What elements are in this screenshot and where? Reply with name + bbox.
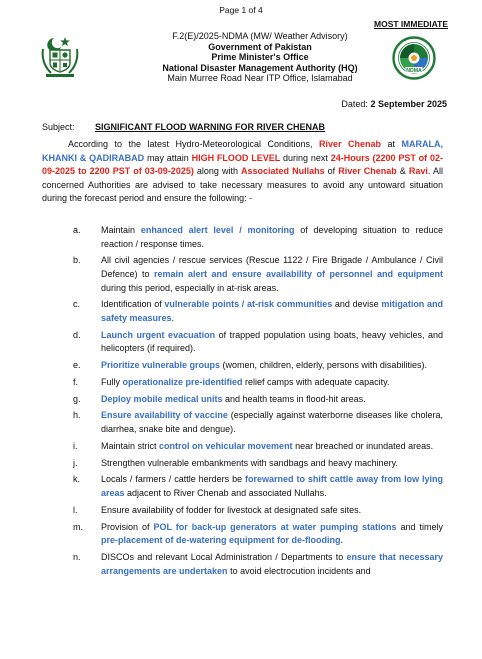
list-item-highlight: operationalize pre-identified [122, 376, 243, 387]
list-item [42, 376, 443, 390]
list-item-highlight: control on vehicular movement [159, 440, 293, 451]
list-item [42, 329, 443, 356]
list-item-text: adjacent to River Chenab and associated Nullahs. [124, 487, 327, 498]
list-item-highlight: forewarned to shift cattle away from low lying areas [101, 474, 443, 498]
list-item-highlight: vulnerable points / at-risk communities [164, 299, 333, 310]
list-item-text: relief camps with adequate capacity. [242, 376, 390, 387]
list-item-text: Maintain [101, 225, 141, 235]
list-item [42, 254, 443, 295]
ndma-logo-text: NDMA [406, 68, 422, 74]
intro-text: . All concerned Authorities are advised to take necessary measures to avoid any untoward situation during the forecast period and ensure the following: - [42, 166, 443, 203]
subject-text: SIGNIFICANT FLOOD WARNING FOR RIVER CHENAB [95, 122, 325, 132]
list-item-text: All civil agencies / rescue services (Rescue 1122 / Fire Brigade / Ambulance / Civil Defence) to [101, 255, 443, 279]
list-item-letter: g. [73, 393, 81, 404]
list-item-highlight: ensure that necessary arrangements are undertaken [101, 551, 443, 576]
date-line [341, 99, 447, 109]
list-item-letter: h. [73, 410, 81, 421]
intro-text: during next [280, 152, 331, 163]
intro-text: may attain [144, 152, 192, 163]
intro-text: along with [193, 166, 242, 176]
list-item-text: (especially against waterborne diseases like cholera, diarrhea, snake bite and dengue). [101, 410, 443, 435]
list-item-highlight: Deploy mobile medical units [101, 393, 223, 404]
list-item-letter: m. [73, 521, 83, 532]
highlight-locations: MARALA, KHANKI & QADIRABAD [42, 139, 443, 163]
highlight-river: River Chenab [319, 139, 381, 149]
list-item-text: Fully [101, 376, 123, 387]
list-item-letter: l. [73, 504, 78, 515]
list-item-letter: f. [73, 376, 79, 387]
authority-address: Main Murree Road Near ITP Office, Islamabad [167, 73, 353, 84]
instruction-list [42, 224, 443, 581]
list-item-text: Strengthen vulnerable embankments with sandbags and heavy machinery. [101, 457, 399, 468]
subject-label: Subject: [42, 122, 75, 132]
list-item-text: DISCOs and relevant Local Administration / Departments to [101, 551, 347, 562]
list-item-highlight: Ensure availability of vaccine [101, 410, 228, 421]
dated-label: Dated: [341, 99, 368, 109]
list-item-letter: b. [73, 255, 81, 266]
list-item [42, 521, 443, 548]
list-item [42, 409, 443, 436]
intro-text: According to the latest Hydro-Meteorological Conditions, [68, 139, 319, 149]
priority-label: MOST IMMEDIATE [374, 19, 448, 29]
list-item-highlight: POL for back-up generators at water pumping stations [153, 521, 397, 532]
letterhead [100, 31, 420, 84]
list-item-highlight: mitigation and safety measures [101, 299, 443, 323]
list-item-highlight: enhanced alert level / monitoring [140, 225, 295, 235]
list-item-text: and health teams in flood-hit areas. [222, 393, 366, 404]
list-item-letter: d. [73, 329, 81, 340]
office-title: Prime Minister's Office [211, 52, 309, 63]
list-item-text: near breached or inundated areas. [292, 440, 434, 451]
list-item-text: Identification of [101, 299, 165, 310]
list-item-letter: n. [73, 551, 81, 562]
list-item [42, 393, 443, 407]
list-item-text: Ensure availability of fodder for livestock at designated safe sites. [101, 504, 362, 515]
highlight-river: Ravi [408, 166, 428, 176]
list-item-highlight: pre-placement of de-watering equipment for de-flooding. [101, 535, 344, 546]
list-item [42, 440, 443, 454]
authority-title: National Disaster Management Authority (HQ) [162, 62, 358, 73]
list-item-letter: a. [73, 225, 81, 235]
list-item [42, 359, 443, 373]
list-item-text: during this period, especially in at-risk areas. [101, 282, 279, 293]
dated-value: 2 September 2025 [370, 99, 447, 109]
list-item [42, 473, 443, 500]
list-item [42, 457, 443, 471]
list-item-text: of trapped population using boats, heavy vehicles, and helicopters (if required). [101, 329, 443, 354]
list-item-highlight: Launch urgent evacuation [101, 329, 216, 340]
list-item-text: to avoid electrocution incidents and [227, 565, 371, 576]
list-item-text: Locals / farmers / cattle herders be [101, 474, 246, 485]
list-item-text: Provision of [101, 521, 154, 532]
list-item-text: and devise [332, 299, 382, 310]
intro-text: & [396, 166, 409, 176]
list-item-text: . [171, 312, 175, 323]
list-item-text: of developing situation to reduce reaction / response times. [101, 225, 443, 249]
list-item-letter: c. [73, 299, 81, 310]
list-item [42, 504, 443, 518]
list-item-letter: k. [73, 474, 81, 485]
list-item [42, 224, 443, 251]
list-item-letter: j. [73, 457, 78, 468]
file-reference: F.2(E)/2025-NDMA (MW/ Weather Advisory) [172, 31, 348, 41]
list-item [42, 298, 443, 325]
subject-line [42, 122, 325, 132]
list-item [42, 551, 443, 578]
page-number: Page 1 of 4 [219, 5, 263, 15]
government-title: Government of Pakistan [208, 41, 312, 52]
list-item-text: Maintain strict [101, 440, 160, 451]
highlight-river: River Chenab [338, 166, 397, 176]
highlight-period: 24-Hours (2200 PST of 02-09-2025 to 2200 PST of 03-09-2025) [42, 152, 443, 176]
list-item-letter: i. [73, 440, 78, 451]
highlight-nullahs: Associated Nullahs [241, 166, 325, 176]
list-item-text: and timely [396, 521, 443, 532]
intro-paragraph [42, 138, 443, 206]
state-emblem-icon [40, 34, 80, 78]
list-item-highlight: Prioritize vulnerable groups [101, 360, 221, 371]
highlight-flood-level: HIGH FLOOD LEVEL [191, 152, 281, 163]
list-item-text: (women, children, elderly, persons with disabilities). [220, 360, 427, 371]
intro-text: at [381, 139, 402, 149]
list-item-highlight: remain alert and ensure availability of personnel and equipment [154, 268, 443, 279]
intro-text: of [324, 166, 339, 176]
ndma-logo-icon [392, 36, 436, 80]
list-item-letter: e. [73, 360, 81, 371]
